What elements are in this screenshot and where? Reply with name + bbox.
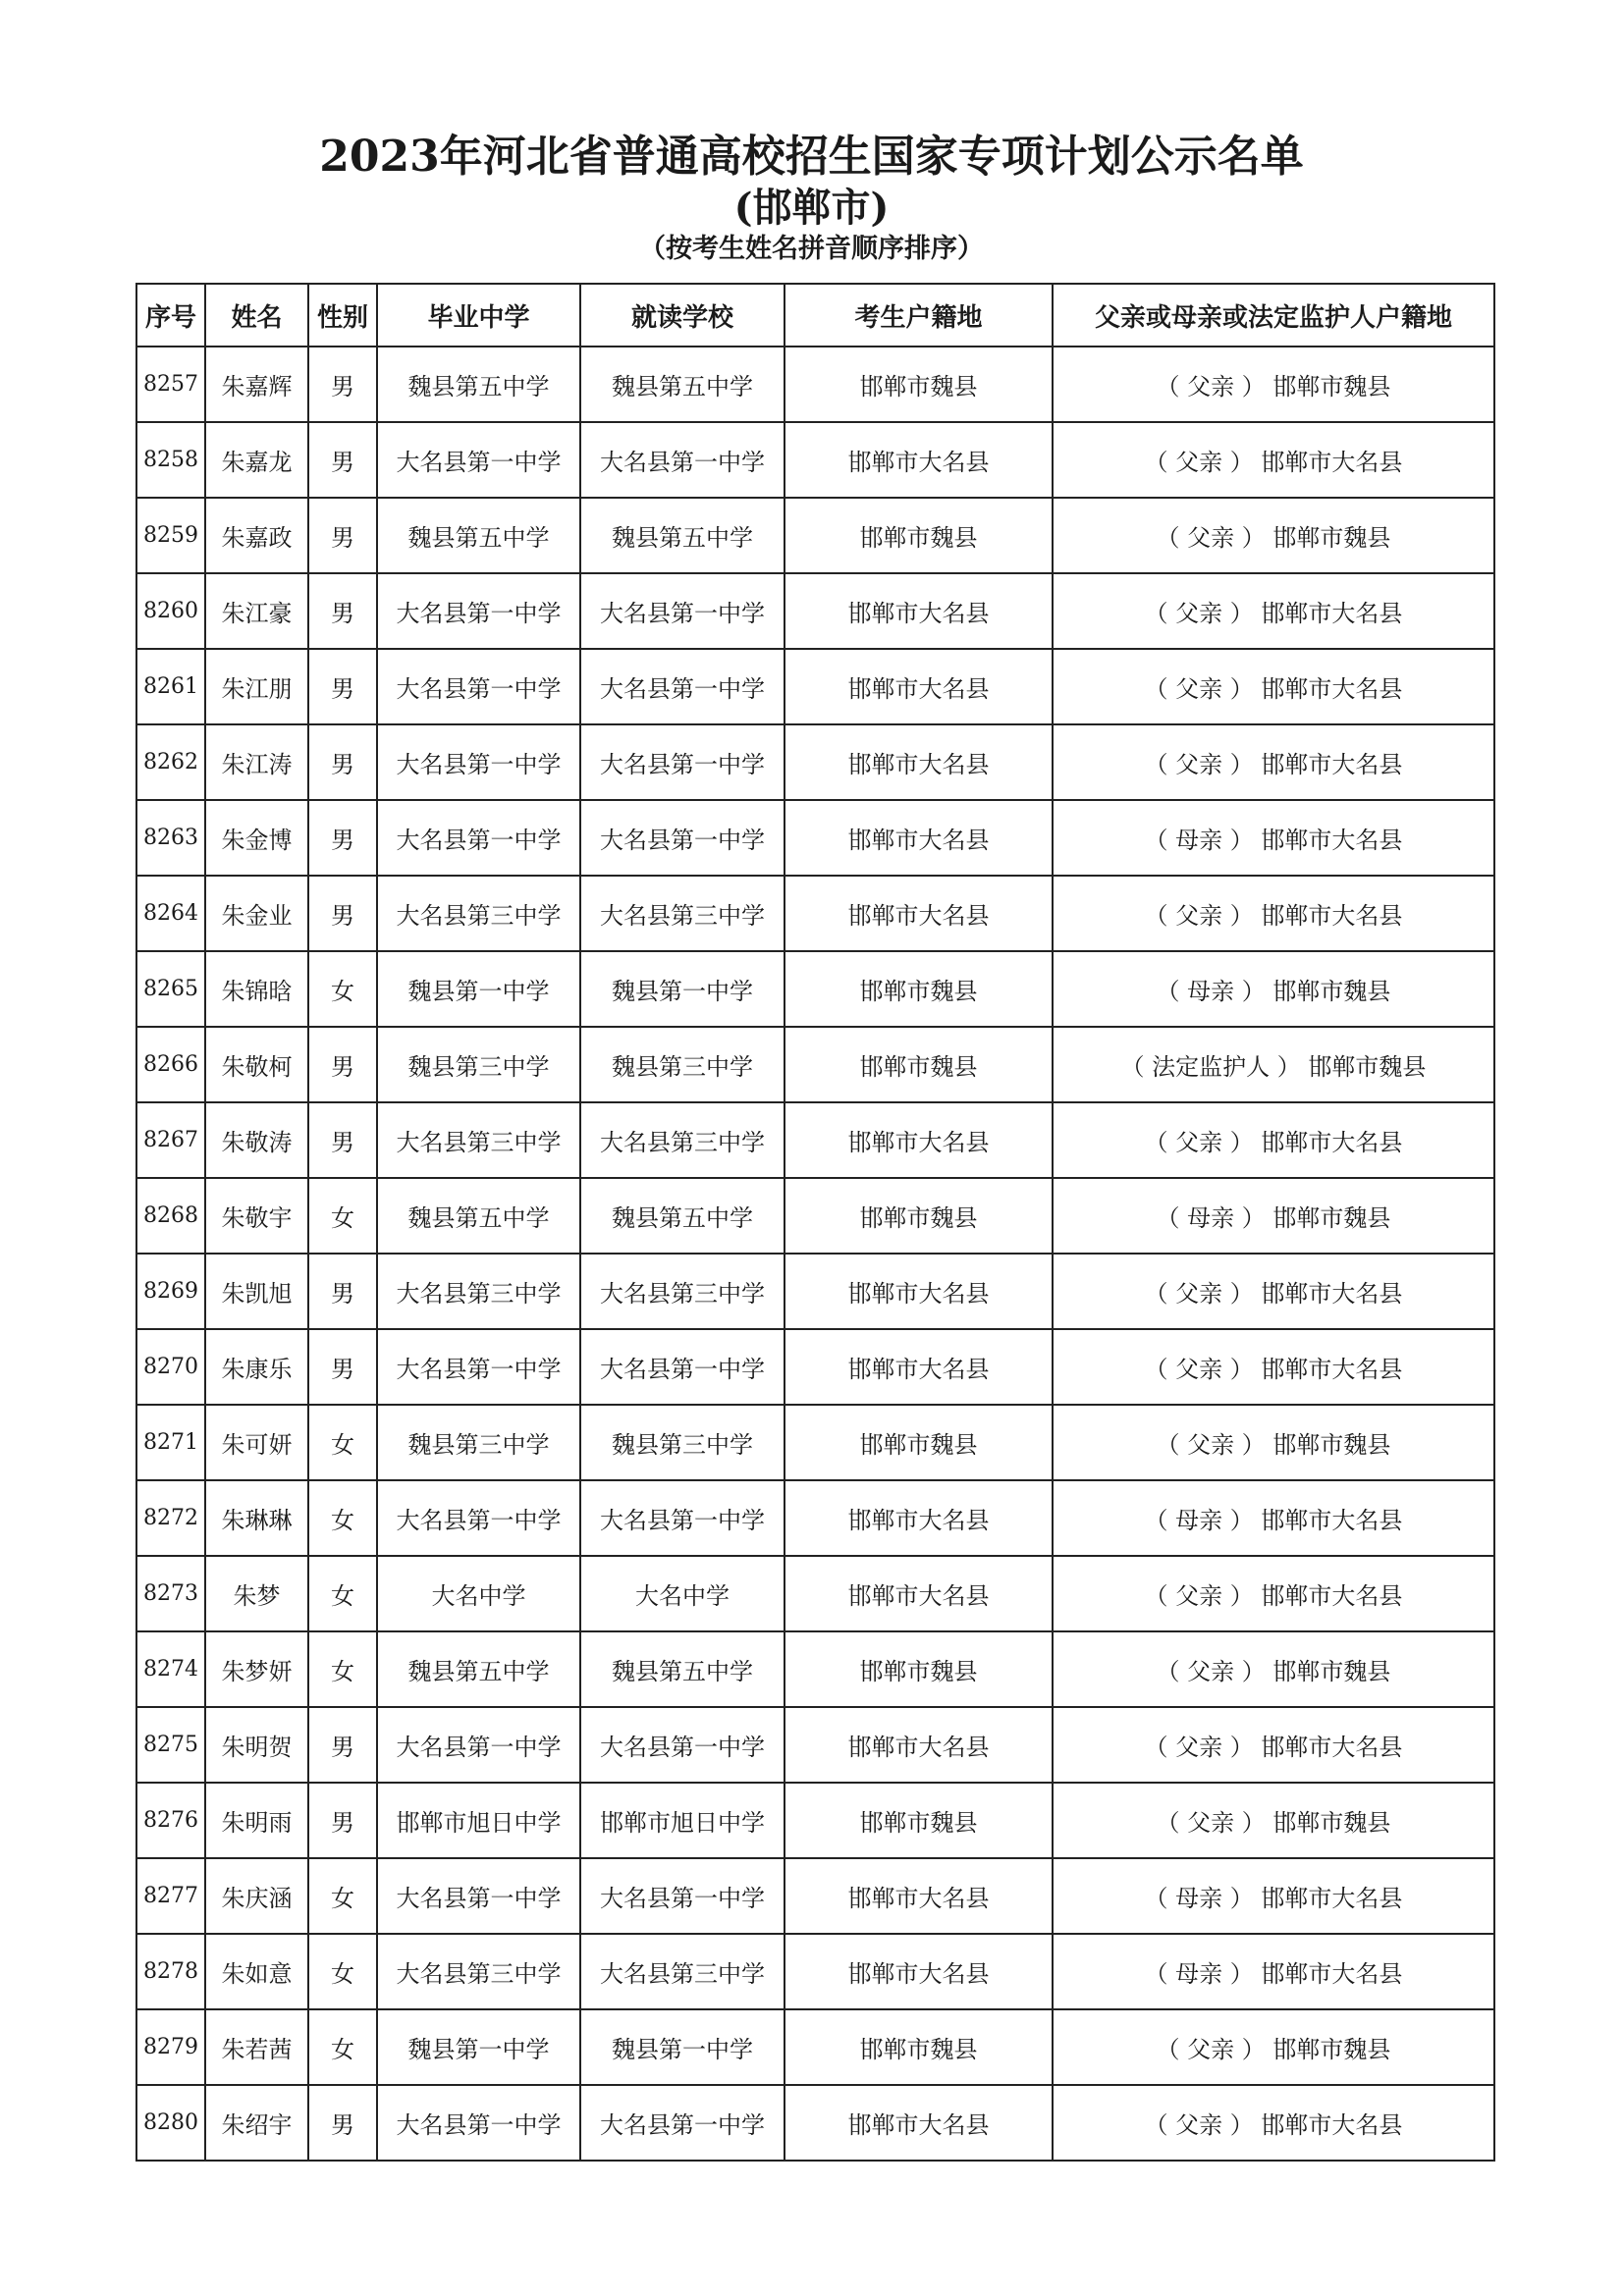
- cell-index: 8266: [136, 1027, 205, 1102]
- cell-index: 8275: [136, 1707, 205, 1783]
- cell-name: 朱江豪: [205, 573, 308, 649]
- cell-current-school: 大名县第一中学: [580, 1329, 784, 1405]
- cell-graduated-school: 大名中学: [377, 1556, 580, 1631]
- cell-graduated-school: 大名县第一中学: [377, 1329, 580, 1405]
- table-row: [136, 2085, 1494, 2161]
- cell-gender: 男: [308, 2085, 377, 2161]
- cell-name: 朱可妍: [205, 1405, 308, 1480]
- cell-guardian-hukou: （ 父亲 ） 邯郸市大名县: [1053, 1707, 1494, 1783]
- cell-current-school: 大名县第一中学: [580, 1480, 784, 1556]
- table-row: [136, 1405, 1494, 1480]
- cell-current-school: 大名中学: [580, 1556, 784, 1631]
- cell-guardian-hukou: （ 母亲 ） 邯郸市大名县: [1053, 1858, 1494, 1934]
- cell-index: 8271: [136, 1405, 205, 1480]
- cell-gender: 女: [308, 2009, 377, 2085]
- cell-index: 8270: [136, 1329, 205, 1405]
- table-row: [136, 498, 1494, 573]
- cell-student-hukou: 邯郸市大名县: [784, 1934, 1053, 2009]
- cell-gender: 男: [308, 1707, 377, 1783]
- table-row: [136, 1783, 1494, 1858]
- cell-guardian-hukou: （ 母亲 ） 邯郸市魏县: [1053, 951, 1494, 1027]
- cell-graduated-school: 大名县第三中学: [377, 876, 580, 951]
- cell-index: 8280: [136, 2085, 205, 2161]
- cell-index: 8273: [136, 1556, 205, 1631]
- cell-gender: 男: [308, 347, 377, 422]
- cell-name: 朱康乐: [205, 1329, 308, 1405]
- cell-index: 8274: [136, 1631, 205, 1707]
- cell-gender: 男: [308, 1102, 377, 1178]
- cell-graduated-school: 大名县第一中学: [377, 573, 580, 649]
- cell-name: 朱敬宇: [205, 1178, 308, 1254]
- cell-gender: 女: [308, 1480, 377, 1556]
- cell-name: 朱江涛: [205, 724, 308, 800]
- cell-guardian-hukou: （ 父亲 ） 邯郸市大名县: [1053, 1329, 1494, 1405]
- cell-guardian-hukou: （ 父亲 ） 邯郸市大名县: [1053, 876, 1494, 951]
- cell-student-hukou: 邯郸市大名县: [784, 573, 1053, 649]
- cell-graduated-school: 魏县第五中学: [377, 498, 580, 573]
- table-row: [136, 573, 1494, 649]
- cell-student-hukou: 邯郸市大名县: [784, 1480, 1053, 1556]
- table-row: [136, 649, 1494, 724]
- table-row: [136, 1631, 1494, 1707]
- cell-student-hukou: 邯郸市大名县: [784, 1329, 1053, 1405]
- col-header-name: 姓名: [205, 284, 308, 347]
- cell-name: 朱锦晗: [205, 951, 308, 1027]
- cell-name: 朱嘉辉: [205, 347, 308, 422]
- col-header-index: 序号: [136, 284, 205, 347]
- table-row: [136, 1858, 1494, 1934]
- cell-graduated-school: 魏县第三中学: [377, 1027, 580, 1102]
- table-row: [136, 1102, 1494, 1178]
- cell-index: 8257: [136, 347, 205, 422]
- cell-student-hukou: 邯郸市魏县: [784, 1405, 1053, 1480]
- cell-student-hukou: 邯郸市魏县: [784, 951, 1053, 1027]
- cell-current-school: 大名县第一中学: [580, 2085, 784, 2161]
- cell-graduated-school: 大名县第一中学: [377, 1858, 580, 1934]
- cell-index: 8268: [136, 1178, 205, 1254]
- cell-name: 朱江朋: [205, 649, 308, 724]
- cell-student-hukou: 邯郸市大名县: [784, 422, 1053, 498]
- table-row: [136, 1556, 1494, 1631]
- table-row: [136, 422, 1494, 498]
- cell-gender: 男: [308, 800, 377, 876]
- col-header-current-school: 就读学校: [580, 284, 784, 347]
- cell-gender: 女: [308, 951, 377, 1027]
- cell-gender: 男: [308, 1329, 377, 1405]
- cell-name: 朱凯旭: [205, 1254, 308, 1329]
- cell-current-school: 大名县第三中学: [580, 1254, 784, 1329]
- cell-index: 8262: [136, 724, 205, 800]
- cell-graduated-school: 魏县第三中学: [377, 1405, 580, 1480]
- table-row: [136, 951, 1494, 1027]
- cell-gender: 男: [308, 876, 377, 951]
- cell-guardian-hukou: （ 父亲 ） 邯郸市大名县: [1053, 573, 1494, 649]
- cell-index: 8278: [136, 1934, 205, 2009]
- cell-current-school: 大名县第一中学: [580, 422, 784, 498]
- table-row: [136, 1480, 1494, 1556]
- cell-index: 8267: [136, 1102, 205, 1178]
- cell-index: 8269: [136, 1254, 205, 1329]
- cell-student-hukou: 邯郸市魏县: [784, 2009, 1053, 2085]
- cell-name: 朱明雨: [205, 1783, 308, 1858]
- cell-current-school: 大名县第三中学: [580, 876, 784, 951]
- cell-guardian-hukou: （ 父亲 ） 邯郸市魏县: [1053, 1405, 1494, 1480]
- cell-guardian-hukou: （ 父亲 ） 邯郸市魏县: [1053, 1783, 1494, 1858]
- cell-gender: 女: [308, 1858, 377, 1934]
- cell-current-school: 魏县第五中学: [580, 1631, 784, 1707]
- cell-student-hukou: 邯郸市大名县: [784, 800, 1053, 876]
- cell-current-school: 大名县第一中学: [580, 649, 784, 724]
- table-row: [136, 1178, 1494, 1254]
- cell-current-school: 魏县第五中学: [580, 498, 784, 573]
- sort-note: （按考生姓名拼音顺序排序）: [639, 234, 984, 264]
- table-row: [136, 2009, 1494, 2085]
- table-row: [136, 347, 1494, 422]
- cell-guardian-hukou: （ 母亲 ） 邯郸市大名县: [1053, 800, 1494, 876]
- col-header-gender: 性别: [308, 284, 377, 347]
- cell-graduated-school: 魏县第五中学: [377, 347, 580, 422]
- col-header-student-hukou: 考生户籍地: [784, 284, 1053, 347]
- table-row: [136, 1027, 1494, 1102]
- cell-name: 朱嘉龙: [205, 422, 308, 498]
- cell-guardian-hukou: （ 父亲 ） 邯郸市魏县: [1053, 498, 1494, 573]
- cell-guardian-hukou: （ 母亲 ） 邯郸市大名县: [1053, 1480, 1494, 1556]
- cell-index: 8261: [136, 649, 205, 724]
- cell-guardian-hukou: （ 母亲 ） 邯郸市大名县: [1053, 1934, 1494, 2009]
- cell-index: 8258: [136, 422, 205, 498]
- roster-table: [135, 283, 1495, 2162]
- cell-guardian-hukou: （ 父亲 ） 邯郸市魏县: [1053, 2009, 1494, 2085]
- cell-guardian-hukou: （ 父亲 ） 邯郸市大名县: [1053, 1102, 1494, 1178]
- cell-graduated-school: 大名县第一中学: [377, 800, 580, 876]
- cell-graduated-school: 大名县第一中学: [377, 1480, 580, 1556]
- cell-name: 朱梦: [205, 1556, 308, 1631]
- cell-guardian-hukou: （ 父亲 ） 邯郸市大名县: [1053, 1556, 1494, 1631]
- cell-gender: 男: [308, 422, 377, 498]
- cell-student-hukou: 邯郸市魏县: [784, 1027, 1053, 1102]
- cell-student-hukou: 邯郸市大名县: [784, 1707, 1053, 1783]
- cell-graduated-school: 大名县第一中学: [377, 649, 580, 724]
- header-row: [136, 284, 1494, 347]
- cell-index: 8260: [136, 573, 205, 649]
- table-row: [136, 1329, 1494, 1405]
- cell-student-hukou: 邯郸市大名县: [784, 724, 1053, 800]
- cell-gender: 女: [308, 1631, 377, 1707]
- cell-current-school: 魏县第三中学: [580, 1027, 784, 1102]
- cell-index: 8265: [136, 951, 205, 1027]
- cell-name: 朱嘉政: [205, 498, 308, 573]
- table-row: [136, 724, 1494, 800]
- cell-student-hukou: 邯郸市大名县: [784, 649, 1053, 724]
- cell-graduated-school: 邯郸市旭日中学: [377, 1783, 580, 1858]
- cell-gender: 女: [308, 1405, 377, 1480]
- cell-guardian-hukou: （ 父亲 ） 邯郸市大名县: [1053, 649, 1494, 724]
- cell-student-hukou: 邯郸市大名县: [784, 2085, 1053, 2161]
- cell-name: 朱梦妍: [205, 1631, 308, 1707]
- cell-gender: 男: [308, 649, 377, 724]
- cell-index: 8272: [136, 1480, 205, 1556]
- cell-name: 朱金博: [205, 800, 308, 876]
- document-title: 2023年河北省普通高校招生国家专项计划公示名单: [319, 132, 1304, 182]
- cell-graduated-school: 魏县第一中学: [377, 951, 580, 1027]
- cell-index: 8279: [136, 2009, 205, 2085]
- cell-name: 朱金业: [205, 876, 308, 951]
- cell-index: 8264: [136, 876, 205, 951]
- cell-current-school: 大名县第一中学: [580, 800, 784, 876]
- cell-student-hukou: 邯郸市大名县: [784, 876, 1053, 951]
- cell-gender: 女: [308, 1556, 377, 1631]
- cell-graduated-school: 魏县第五中学: [377, 1631, 580, 1707]
- cell-index: 8263: [136, 800, 205, 876]
- cell-guardian-hukou: （ 父亲 ） 邯郸市大名县: [1053, 1254, 1494, 1329]
- cell-gender: 男: [308, 1783, 377, 1858]
- cell-gender: 男: [308, 573, 377, 649]
- col-header-guardian-hukou: 父亲或母亲或法定监护人户籍地: [1053, 284, 1494, 347]
- table-row: [136, 1934, 1494, 2009]
- cell-graduated-school: 大名县第三中学: [377, 1102, 580, 1178]
- document-subtitle: (邯郸市): [733, 185, 890, 231]
- cell-graduated-school: 大名县第一中学: [377, 724, 580, 800]
- cell-gender: 男: [308, 1027, 377, 1102]
- cell-gender: 女: [308, 1934, 377, 2009]
- cell-current-school: 魏县第五中学: [580, 1178, 784, 1254]
- cell-graduated-school: 大名县第一中学: [377, 422, 580, 498]
- table-row: [136, 1707, 1494, 1783]
- cell-name: 朱敬涛: [205, 1102, 308, 1178]
- table-row: [136, 876, 1494, 951]
- cell-graduated-school: 大名县第一中学: [377, 2085, 580, 2161]
- cell-student-hukou: 邯郸市大名县: [784, 1254, 1053, 1329]
- cell-guardian-hukou: （ 父亲 ） 邯郸市大名县: [1053, 422, 1494, 498]
- cell-index: 8276: [136, 1783, 205, 1858]
- roster-body: [136, 347, 1494, 2161]
- cell-gender: 男: [308, 498, 377, 573]
- cell-gender: 男: [308, 724, 377, 800]
- cell-name: 朱绍宇: [205, 2085, 308, 2161]
- cell-student-hukou: 邯郸市大名县: [784, 1858, 1053, 1934]
- cell-index: 8259: [136, 498, 205, 573]
- cell-graduated-school: 大名县第一中学: [377, 1707, 580, 1783]
- table-row: [136, 1254, 1494, 1329]
- cell-student-hukou: 邯郸市大名县: [784, 1102, 1053, 1178]
- cell-student-hukou: 邯郸市魏县: [784, 498, 1053, 573]
- cell-guardian-hukou: （ 父亲 ） 邯郸市魏县: [1053, 1631, 1494, 1707]
- cell-student-hukou: 邯郸市魏县: [784, 1178, 1053, 1254]
- cell-current-school: 大名县第一中学: [580, 1858, 784, 1934]
- cell-student-hukou: 邯郸市大名县: [784, 1556, 1053, 1631]
- cell-current-school: 邯郸市旭日中学: [580, 1783, 784, 1858]
- cell-name: 朱如意: [205, 1934, 308, 2009]
- cell-name: 朱庆涵: [205, 1858, 308, 1934]
- cell-guardian-hukou: （ 法定监护人 ） 邯郸市魏县: [1053, 1027, 1494, 1102]
- cell-guardian-hukou: （ 母亲 ） 邯郸市魏县: [1053, 1178, 1494, 1254]
- cell-graduated-school: 魏县第一中学: [377, 2009, 580, 2085]
- cell-graduated-school: 大名县第三中学: [377, 1254, 580, 1329]
- cell-gender: 男: [308, 1254, 377, 1329]
- cell-current-school: 大名县第三中学: [580, 1102, 784, 1178]
- table-row: [136, 800, 1494, 876]
- cell-current-school: 大名县第三中学: [580, 1934, 784, 2009]
- cell-current-school: 大名县第一中学: [580, 573, 784, 649]
- cell-current-school: 魏县第一中学: [580, 2009, 784, 2085]
- cell-current-school: 大名县第一中学: [580, 724, 784, 800]
- cell-name: 朱琳琳: [205, 1480, 308, 1556]
- cell-student-hukou: 邯郸市魏县: [784, 347, 1053, 422]
- cell-current-school: 魏县第一中学: [580, 951, 784, 1027]
- cell-guardian-hukou: （ 父亲 ） 邯郸市大名县: [1053, 2085, 1494, 2161]
- cell-current-school: 魏县第五中学: [580, 347, 784, 422]
- cell-gender: 女: [308, 1178, 377, 1254]
- cell-student-hukou: 邯郸市魏县: [784, 1631, 1053, 1707]
- cell-graduated-school: 大名县第三中学: [377, 1934, 580, 2009]
- cell-student-hukou: 邯郸市魏县: [784, 1783, 1053, 1858]
- cell-name: 朱明贺: [205, 1707, 308, 1783]
- cell-guardian-hukou: （ 父亲 ） 邯郸市大名县: [1053, 724, 1494, 800]
- cell-graduated-school: 魏县第五中学: [377, 1178, 580, 1254]
- col-header-graduated-school: 毕业中学: [377, 284, 580, 347]
- cell-current-school: 大名县第一中学: [580, 1707, 784, 1783]
- cell-guardian-hukou: （ 父亲 ） 邯郸市魏县: [1053, 347, 1494, 422]
- cell-index: 8277: [136, 1858, 205, 1934]
- cell-name: 朱若茜: [205, 2009, 308, 2085]
- cell-current-school: 魏县第三中学: [580, 1405, 784, 1480]
- cell-name: 朱敬柯: [205, 1027, 308, 1102]
